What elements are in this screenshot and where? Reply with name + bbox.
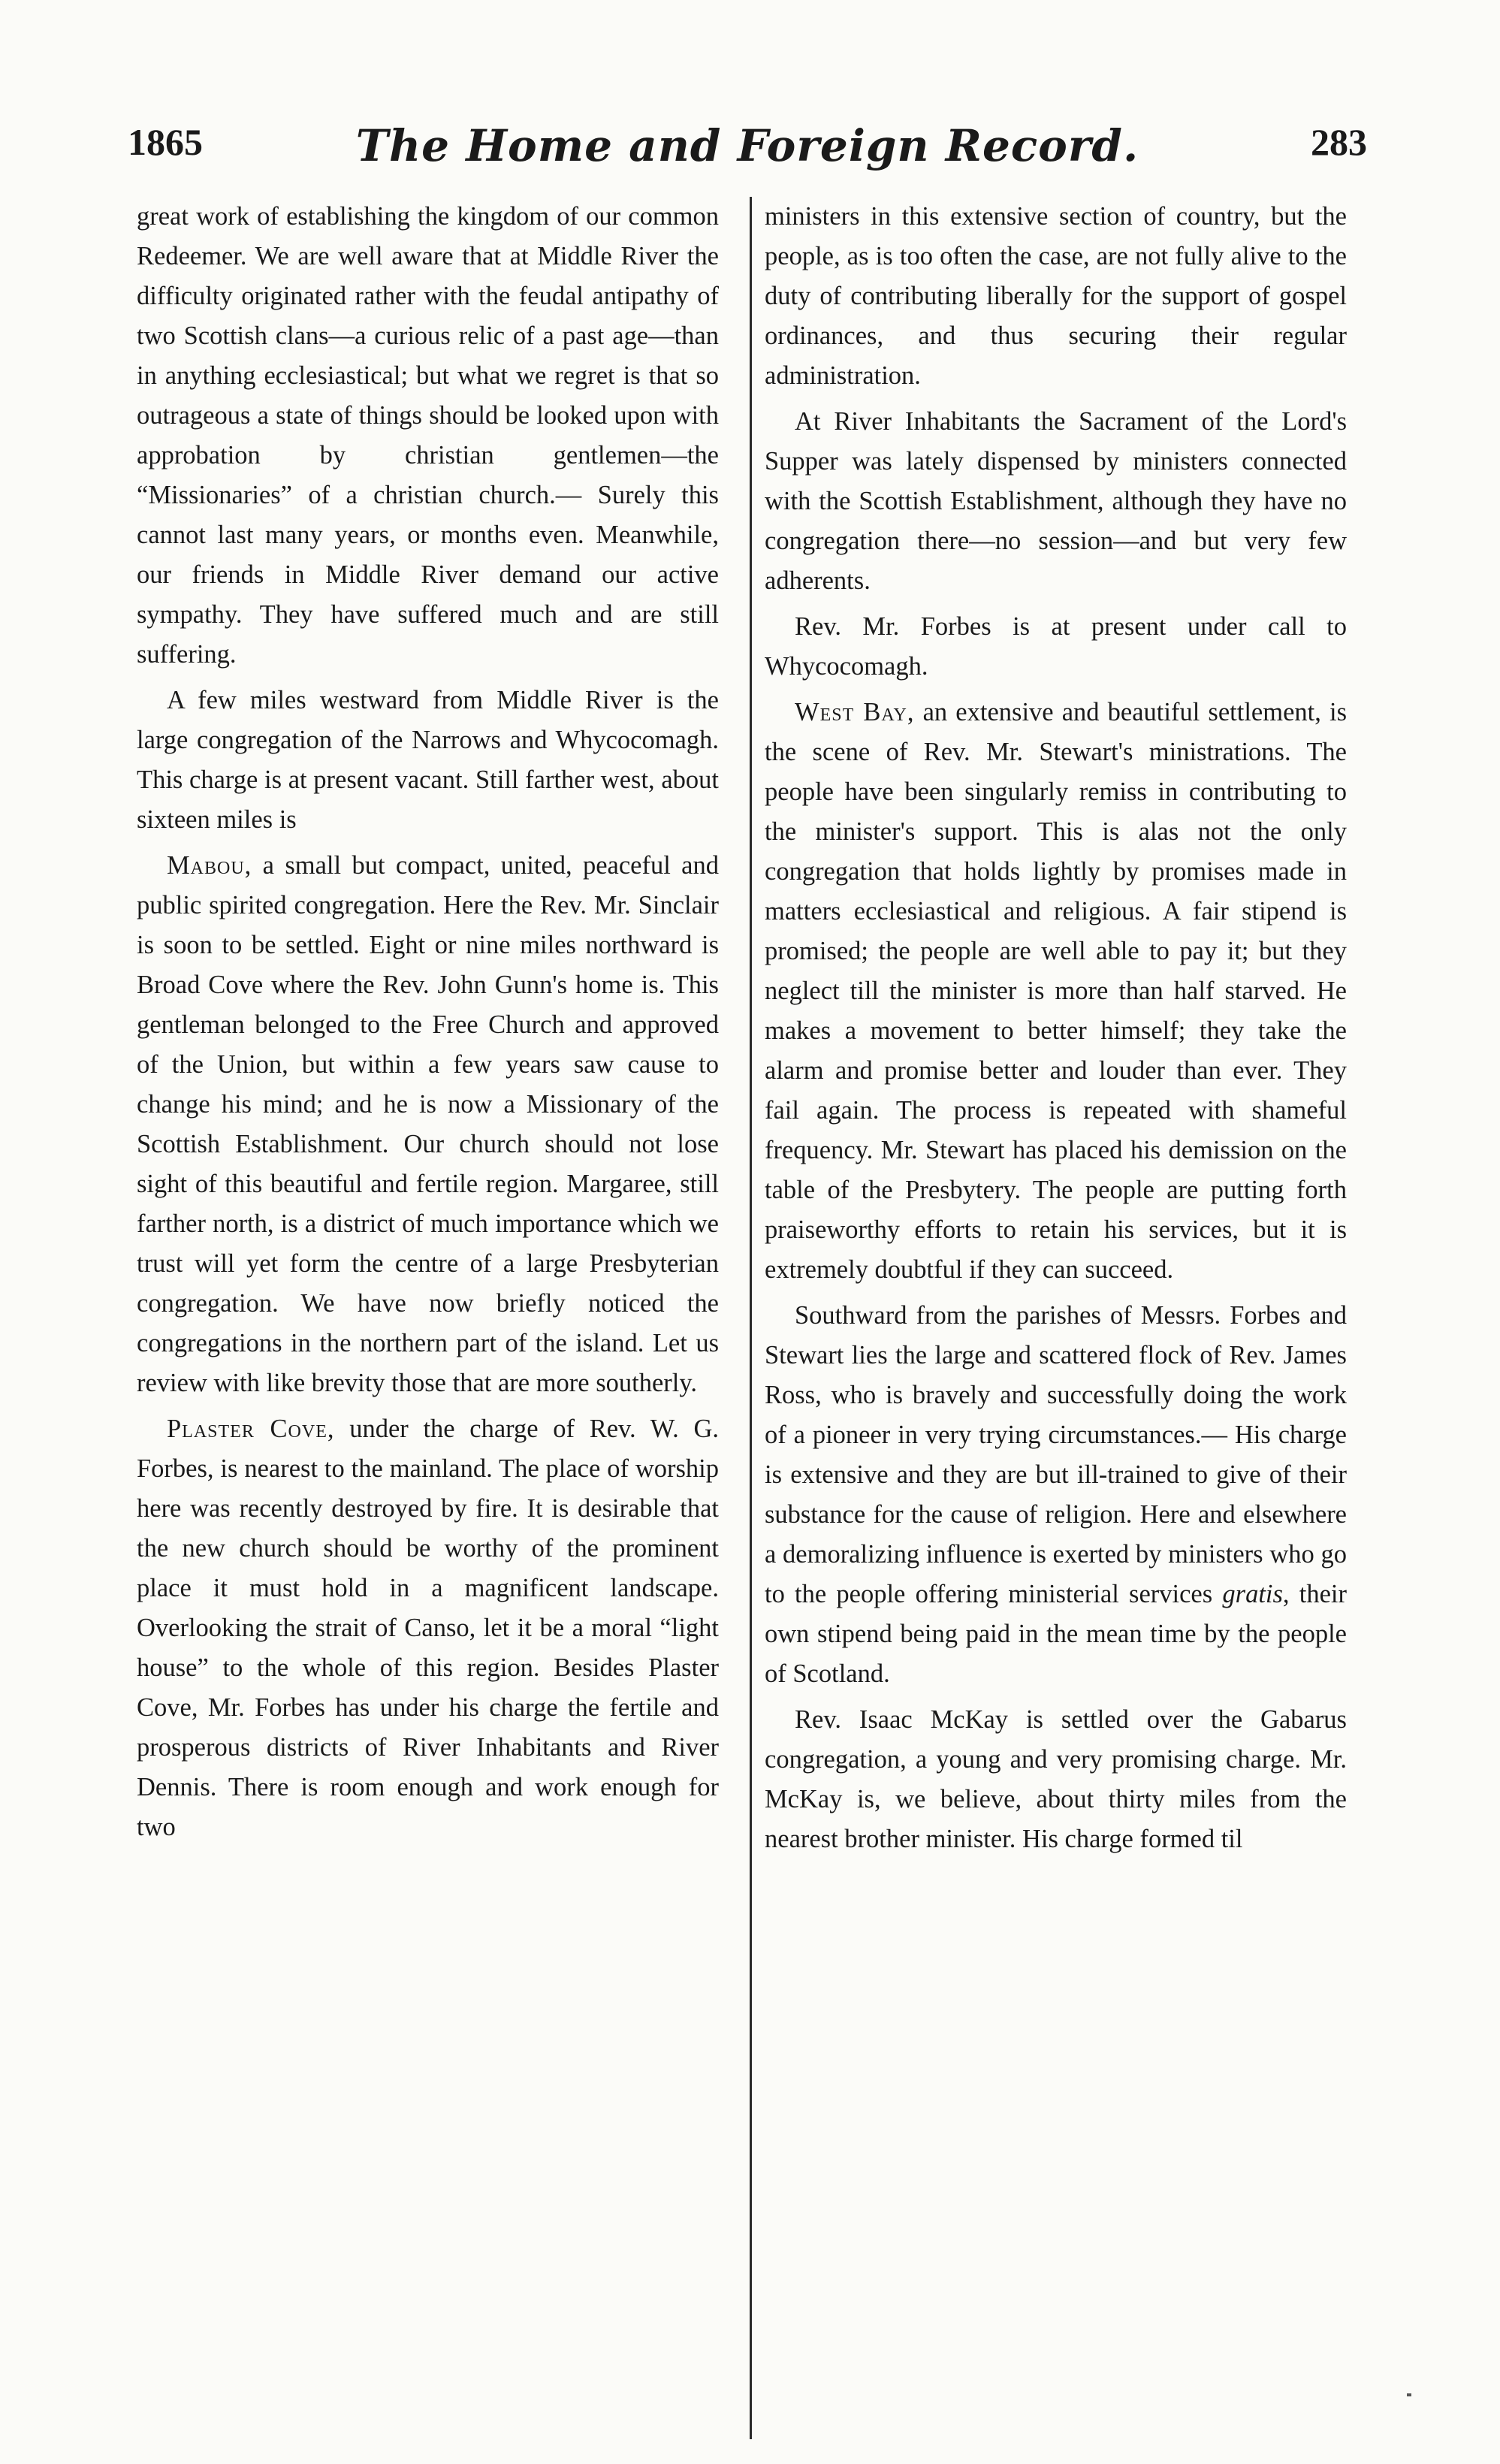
right-paragraph-5 <box>765 1296 1347 1694</box>
header-year: 1865 <box>128 121 203 163</box>
print-speck <box>1407 2393 1411 2396</box>
left-paragraph-2: A few miles westward from Middle River is the large congregation of the Narrows and Whycocomagh. This charge is at present vacant. Still farther west, about sixteen miles is <box>137 686 719 834</box>
right-paragraph-2: At River Inhabitants the Sacrament of the Lord's Supper was lately dispensed by ministers connected with the Scottish Establishment, although they have no congregation there—no session—and but very few adherents. <box>765 407 1347 595</box>
right-column <box>765 197 1347 1865</box>
paragraph-5-before: Southward from the parishes of Messrs. Forbes and Stewart lies the large and scattered flock of Rev. James Ross, who is bravely and successfully doing the work of a pioneer in very trying circumstances.— His charge is extensive and they are but ill-trained to give of their substance for the cause of religion. Here and elsewhere a demoralizing influence is exerted by ministers who go to the people offering ministerial services <box>765 1301 1347 1608</box>
right-paragraph-6: Rev. Isaac McKay is settled over the Gabarus congregation, a young and very promising charge. Mr. McKay is, we believe, about thirty miles from the nearest brother minister. His charge formed til <box>765 1705 1347 1853</box>
mabou-heading: Mabou, <box>167 851 252 880</box>
header-title: The Home and Foreign Record. <box>355 120 1139 171</box>
running-header <box>128 120 1367 180</box>
right-paragraph-3: Rev. Mr. Forbes is at present under call to Whycocomagh. <box>765 612 1347 681</box>
right-paragraph-1: ministers in this extensive section of country, but the people, as is too often the case, are not fully alive to the duty of contributing liberally for the support of gospel ordinances, and thus securing their regular administration. <box>765 202 1347 390</box>
left-column <box>137 197 719 1853</box>
plaster-cove-text: under the charge of Rev. W. G. Forbes, is nearest to the mainland. The place of worship here was recently destroyed by fire. It is desirable that the new church should be worthy of the prominent place it must hold in a magnificent landscape. Overlooking the strait of Canso, let it be a moral “light house” to the whole of this region. Besides Plaster Cove, Mr. Forbes has under his charge the fertile and prosperous districts of River Inhabitants and River Dennis. There is room enough and work enough for two <box>137 1415 719 1841</box>
plaster-cove-heading: Plaster Cove, <box>167 1415 335 1443</box>
left-paragraph-plaster-cove <box>137 1409 719 1847</box>
mabou-text: a small but compact, united, peaceful and public spirited congregation. Here the Rev. Mr. Sinclair is soon to be settled. Eight or nine miles northward is Broad Cove where the Rev. John Gunn's home is. This gentleman belonged to the Free Church and approved of the Union, but within a few years saw cause to change his mind; and he is now a Missionary of the Scottish Establishment. Our church should not lose sight of this beautiful and fertile region. Margaree, still farther north, is a district of much importance which we trust will yet form the centre of a large Presbyterian congregation. We have now briefly noticed the congregations in the northern part of the island. Let us review with like brevity those that are more southerly. <box>137 851 719 1397</box>
left-paragraph-1: great work of establishing the kingdom of our common Redeemer. We are well aware that at Middle River the difficulty originated rather with the feudal antipathy of two Scottish clans—a curious relic of a past age—than in anything ecclesiastical; but what we regret is that so outrageous a state of things should be looked upon with approbation by christian gentlemen—the “Missionaries” of a christian church.— Surely this cannot last many years, or months even. Meanwhile, our friends in Middle River demand our active sympathy. They have suffered much and are still suffering. <box>137 202 719 669</box>
west-bay-text: an extensive and beautiful settlement, is the scene of Rev. Mr. Stewart's ministrations. The people have been singularly remiss in contributing to the minister's support. This is alas not the only congregation that holds lightly by promises made in matters ecclesiastical and religious. A fair stipend is promised; the people are well able to pay it; but they neglect till the minister is more than half starved. He makes a movement to better himself; they take the alarm and promise better and louder than ever. They fail again. The process is repeated with shameful frequency. Mr. Stewart has placed his demission on the table of the Presbytery. The people are putting forth praiseworthy efforts to retain his services, but it is extremely doubtful if they can succeed. <box>765 698 1347 1284</box>
paragraph-5-italic: gratis <box>1222 1580 1283 1608</box>
page-number: 283 <box>1311 121 1367 163</box>
left-paragraph-mabou <box>137 846 719 1403</box>
right-paragraph-west-bay <box>765 693 1347 1290</box>
west-bay-heading: West Bay, <box>795 698 915 726</box>
column-divider <box>750 197 752 2439</box>
paragraph-5-after: , their own stipend being paid in the mean time by the people of Scotland. <box>765 1580 1347 1688</box>
